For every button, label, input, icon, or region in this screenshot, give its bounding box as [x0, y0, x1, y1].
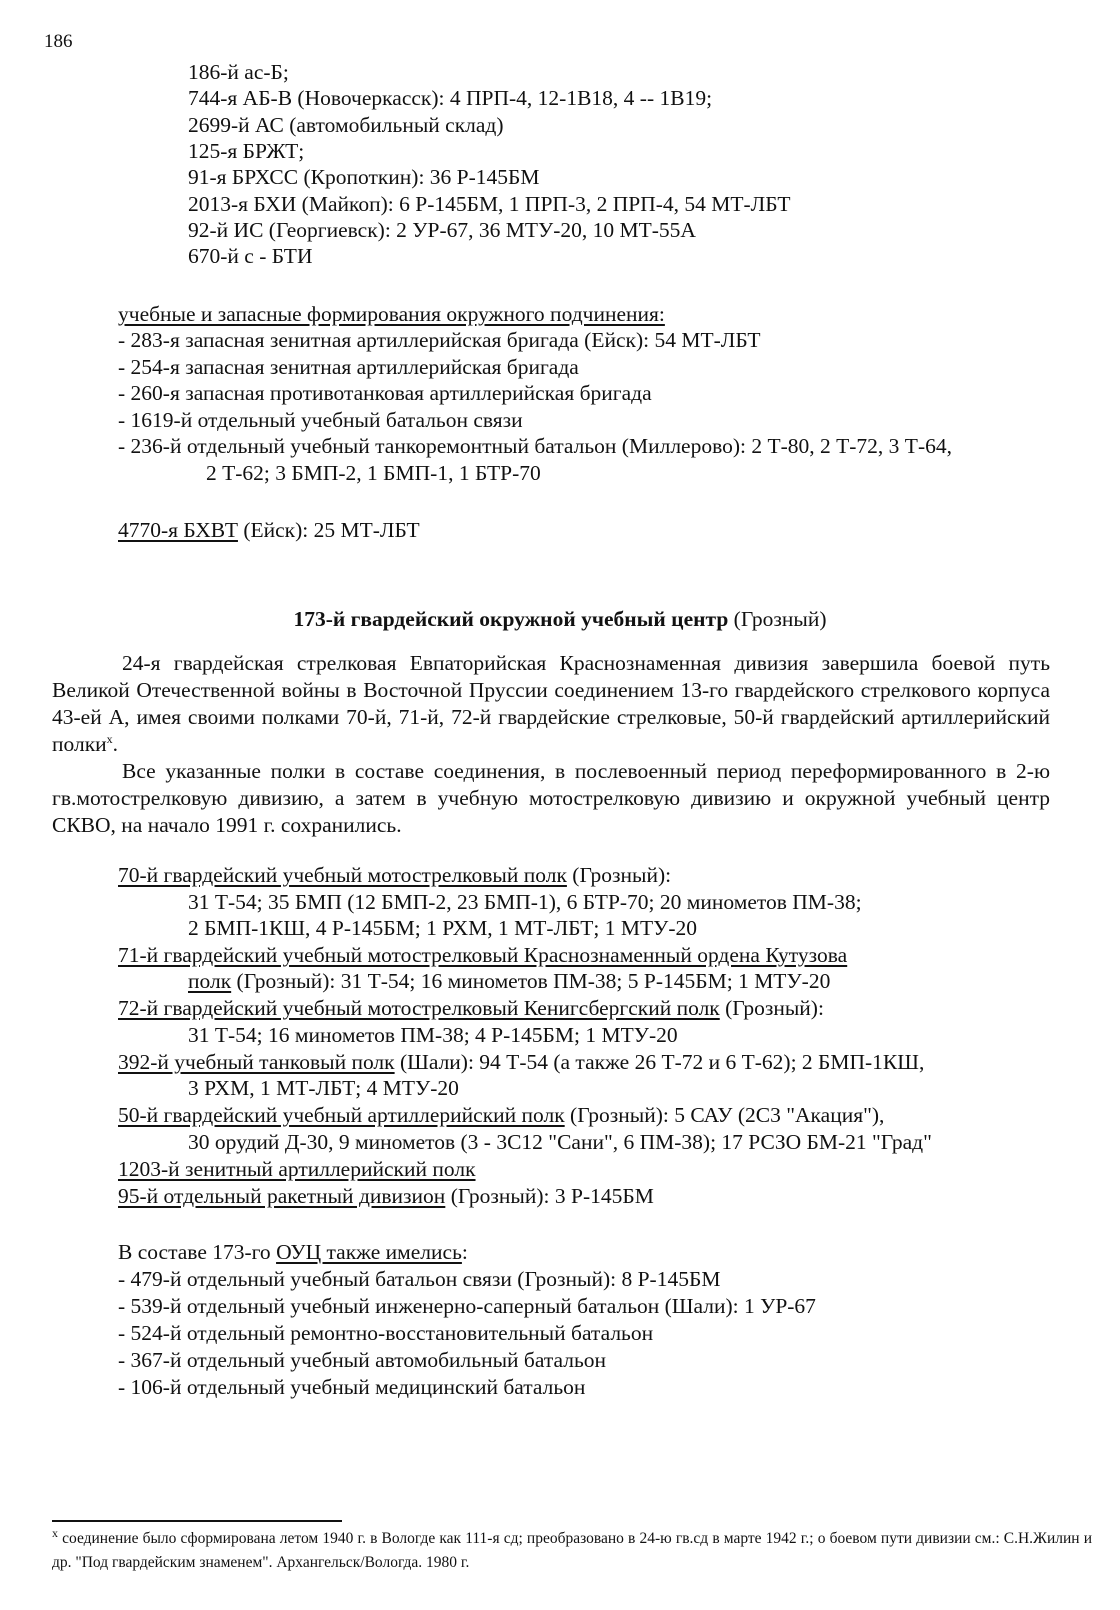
regiment-70-equipment: 2 БМП-1КШ, 4 Р-145БМ; 1 РХМ, 1 МТ-ЛБТ; 1 МТУ-20: [188, 916, 697, 940]
regiment-name: 392-й учебный танковый полк: [118, 1050, 395, 1074]
regiment-name: 72-й гвардейский учебный мотострелковый Кенигсбергский полк: [118, 996, 720, 1020]
regiment-details: (Грозный):: [719, 996, 824, 1020]
list-item: - 367-й отдельный учебный автомобильный батальон: [118, 1348, 607, 1372]
list-item: 670-й с - БТИ: [188, 244, 313, 268]
regiment-392: [118, 1048, 924, 1076]
footnote-ref: х: [106, 731, 113, 746]
list-item: 186-й ас-Б;: [188, 60, 289, 84]
intro-text: В составе 173-го: [118, 1240, 277, 1264]
regiment-details: (Грозный): 5 САУ (2С3 "Акация"),: [564, 1103, 885, 1127]
division-details: (Грозный): 3 Р-145БМ: [445, 1184, 654, 1208]
regiment-name: полк: [188, 969, 232, 993]
body-paragraphs: [52, 650, 1050, 839]
list-item: 744-я АБ-В (Новочеркасск): 4 ПРП-4, 12-1В18, 4 -- 1В19;: [188, 86, 713, 110]
regiment-72-equipment: 31 Т-54; 16 минометов ПМ-38; 4 Р-145БМ; 1 МТУ-20: [188, 1023, 678, 1047]
heading-bold: 173-й гвардейский окружной учебный центр: [293, 607, 729, 631]
list-item: 91-я БРХСС (Кропоткин): 36 Р-145БМ: [188, 165, 540, 189]
unit-details: (Ейск): 25 МТ-ЛБТ: [237, 518, 420, 542]
regiment-name: 70-й гвардейский учебный мотострелковый полк: [118, 863, 567, 887]
regiment-1203: 1203-й зенитный артиллерийский полк: [118, 1157, 476, 1181]
footnote: [52, 1527, 1092, 1575]
list-item: - 539-й отдельный учебный инженерно-саперный батальон (Шали): 1 УР-67: [118, 1294, 816, 1318]
paragraph-postwar: Все указанные полки в составе соединения, в послевоенный период переформированного в 2-ю гв.мотострелковую дивизию, а затем в учебную мотострелковую дивизию и окружной учебный центр СКВО, на начало 1991 г. сохранились.: [52, 759, 1050, 837]
list-item: - 254-я запасная зенитная артиллерийская бригада: [118, 355, 579, 379]
regiment-71-name: 71-й гвардейский учебный мотострелковый Краснознаменный ордена Кутузова: [118, 943, 848, 967]
regiment-50-equipment: 30 орудий Д-30, 9 минометов (3 - 3С12 "Сани", 6 ПМ-38); 17 РСЗО БМ-21 "Град": [188, 1130, 932, 1154]
footnote-body: соединение было сформирована летом 1940 г. в Вологде как 111-я сд; преобразовано в 24-ю гв.сд в марте 1942 г.; о боевом пути дивизии см.: С.Н.Жилин и др. "Под гвардейским знаменем". Архангельск/Вологда. 1980 г.: [52, 1530, 1092, 1571]
footnote-mark: х: [52, 1525, 58, 1540]
intro-colon: :: [461, 1240, 468, 1264]
list-item: - 524-й отдельный ремонтно-восстановительный батальон: [118, 1321, 654, 1345]
list-item: 92-й ИС (Георгиевск): 2 УР-67, 36 МТУ-20, 10 МТ-55А: [188, 218, 696, 242]
list-item: - 283-я запасная зенитная артиллерийская бригада (Ейск): 54 МТ-ЛБТ: [118, 328, 761, 352]
list-item: - 106-й отдельный учебный медицинский батальон: [118, 1375, 586, 1399]
regiment-71: [188, 967, 830, 995]
paragraph-text: 24-я гвардейская стрелковая Евпаторийская Краснознаменная дивизия завершила боевой путь Великой Отечественной войны в Восточной Пруссии соединением 13-го гвардейского стрелкового корпуса 43-ей А, имея своими полками 70-й, 71-й, 72-й гвардейские стрелковые, 50-й гвардейский артиллерийский полки: [52, 651, 1050, 756]
section-heading: [0, 605, 1120, 633]
list-item-continuation: 2 Т-62; 3 БМП-2, 1 БМП-1, 1 БТР-70: [206, 461, 541, 485]
footnote-rule: [52, 1520, 342, 1522]
regiment-details: (Грозный):: [566, 863, 672, 887]
list-item: - 1619-й отдельный учебный батальон связи: [118, 408, 523, 432]
unit-name: 4770-я БХВТ: [118, 518, 238, 542]
regiment-392-equipment: 3 РХМ, 1 МТ-ЛБТ; 4 МТУ-20: [188, 1076, 459, 1100]
regiment-details: (Шали): 94 Т-54 (а также 26 Т-72 и 6 Т-62); 2 БМП-1КШ,: [394, 1050, 925, 1074]
regiment-72: [118, 994, 824, 1022]
division-name: 95-й отдельный ракетный дивизион: [118, 1184, 446, 1208]
list-item: 2013-я БХИ (Майкоп): 6 Р-145БМ, 1 ПРП-3, 2 ПРП-4, 54 МТ-ЛБТ: [188, 192, 791, 216]
section-header: учебные и запасные формирования окружного подчинения:: [118, 302, 665, 326]
bkhvt-line: [118, 516, 420, 544]
regiment-name: 50-й гвардейский учебный артиллерийский полк: [118, 1103, 565, 1127]
regiment-50: [118, 1101, 884, 1129]
composition-intro: [118, 1238, 468, 1266]
paragraph-end: .: [112, 732, 119, 756]
paragraph-history: [52, 650, 1050, 758]
list-item: - 260-я запасная противотанковая артиллерийская бригада: [118, 381, 652, 405]
list-item: 2699-й АС (автомобильный склад): [188, 113, 504, 137]
list-item: 125-я БРЖТ;: [188, 139, 305, 163]
division-95: [118, 1182, 654, 1210]
page-number: 186: [44, 31, 73, 52]
list-item: - 479-й отдельный учебный батальон связи (Грозный): 8 Р-145БМ: [118, 1267, 721, 1291]
heading-location: (Грозный): [728, 607, 827, 631]
regiment-details: (Грозный): 31 Т-54; 16 минометов ПМ-38; 5 Р-145БМ; 1 МТУ-20: [231, 969, 831, 993]
regiment-70: [118, 861, 671, 889]
regiment-70-equipment: 31 Т-54; 35 БМП (12 БМП-2, 23 БМП-1), 6 БТР-70; 20 минометов ПМ-38;: [188, 890, 862, 914]
list-item: - 236-й отдельный учебный танкоремонтный батальон (Миллерово): 2 Т-80, 2 Т-72, 3 Т-64,: [118, 434, 952, 458]
intro-underlined: ОУЦ также имелись: [276, 1240, 462, 1264]
footnote-text: [52, 1527, 1092, 1575]
